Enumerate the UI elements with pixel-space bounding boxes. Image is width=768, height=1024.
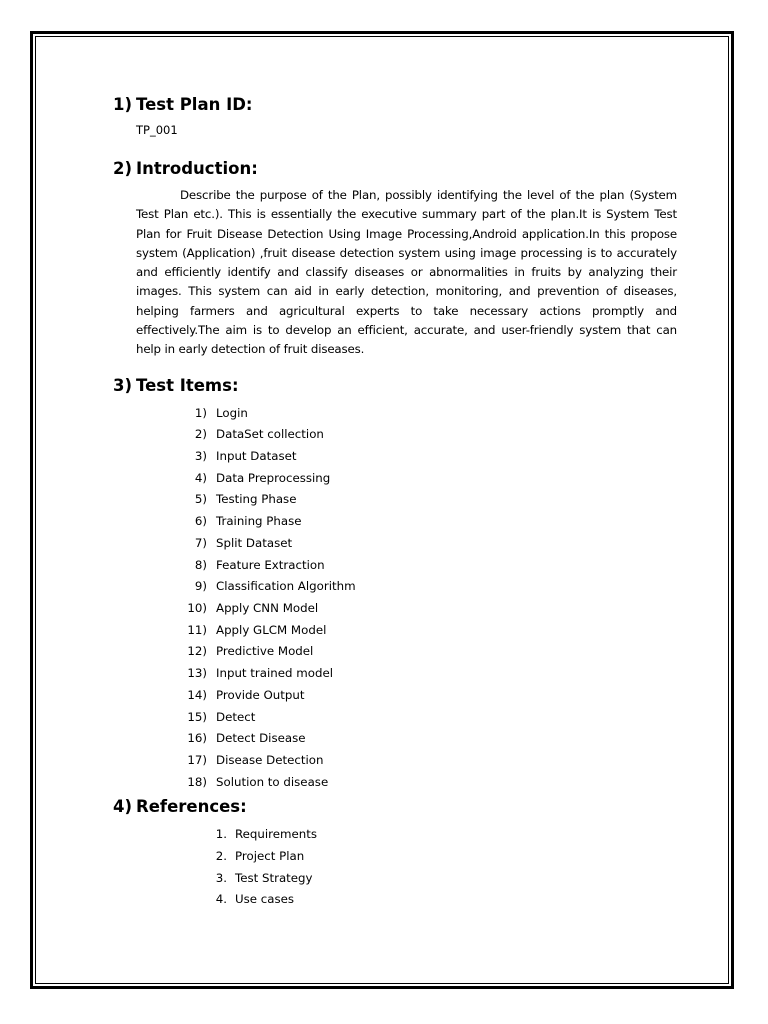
list-item-label: Use cases (235, 892, 295, 907)
list-item-number: 5) (194, 492, 207, 507)
heading-introduction (113, 158, 677, 180)
list-item-number: 9) (194, 579, 207, 594)
heading-number: 4) (113, 797, 133, 817)
heading-number: 1) (113, 95, 133, 114)
heading-references (113, 796, 677, 818)
list-item-label: Test Strategy (235, 870, 313, 885)
list-item (113, 846, 677, 868)
list-item-label: Disease Detection (216, 752, 324, 767)
list-item-number: 1) (194, 405, 207, 420)
list-item-number: 17) (187, 752, 207, 767)
list-item (113, 576, 677, 598)
list-item-number: 13) (187, 666, 207, 681)
list-item-label: Apply GLCM Model (216, 622, 327, 637)
list-item (113, 598, 677, 620)
list-item-number: 8) (194, 557, 207, 572)
list-item (113, 707, 677, 729)
list-item-number: 3. (215, 870, 227, 885)
list-item-label: Detect Disease (216, 731, 306, 746)
list-item-number: 4. (215, 892, 227, 907)
list-item-label: Data Preprocessing (216, 470, 331, 485)
test-items-list (113, 403, 677, 794)
list-item-label: Feature Extraction (216, 557, 325, 572)
list-item-label: DataSet collection (216, 427, 324, 442)
list-item-number: 4) (194, 470, 207, 485)
list-item (113, 511, 677, 533)
list-item-label: Apply CNN Model (216, 601, 319, 615)
list-item-number: 3) (194, 449, 207, 464)
list-item-number: 14) (187, 687, 207, 702)
list-item-label: Testing Phase (216, 492, 297, 507)
list-item (113, 403, 677, 425)
list-item-number: 11) (187, 622, 207, 637)
list-item-number: 7) (194, 535, 207, 550)
heading-number: 3) (113, 375, 133, 395)
heading-title: References: (136, 797, 247, 817)
list-item-number: 10) (187, 601, 207, 615)
list-item-label: Classification Algorithm (216, 579, 356, 594)
heading-test-items (113, 375, 677, 397)
list-item (113, 868, 677, 890)
list-item (113, 663, 677, 685)
list-item-label: Solution to disease (216, 774, 329, 789)
list-item (113, 641, 677, 663)
list-item-label: Input trained model (216, 666, 333, 681)
list-item-number: 16) (187, 731, 207, 746)
heading-test-plan-id (113, 94, 677, 116)
list-item (113, 824, 677, 846)
list-item-label: Requirements (235, 827, 318, 842)
list-item-label: Login (216, 405, 248, 420)
list-item (113, 489, 677, 511)
introduction-paragraph: Describe the purpose of the Plan, possibly identifying the level of the plan (System Test Plan etc.). This is essentially the executive summary part of the plan.It is System Test Plan for Fruit Disease Detection Using Image Processing,Android application.In this propose system (Application) ,fruit disease detection system using image processing is to accurately and efficiently identify and classify diseases or abnormalities in fruits by analyzing their images. This system can aid in early detection, monitoring, and prevention of diseases, helping farmers and agricultural experts to take necessary actions promptly and effectively.The aim is to develop an efficient, accurate, and user-friendly system that can help in early detection of fruit diseases. (136, 188, 677, 357)
list-item (113, 728, 677, 750)
list-item-number: 6) (194, 514, 207, 529)
list-item (113, 750, 677, 772)
list-item (113, 685, 677, 707)
list-item-number: 2. (215, 849, 227, 864)
list-item (113, 533, 677, 555)
references-list (113, 824, 677, 911)
list-item (113, 424, 677, 446)
list-item-number: 15) (187, 709, 207, 724)
heading-title: Test Items: (136, 375, 239, 395)
list-item-label: Predictive Model (216, 644, 314, 659)
list-item-label: Input Dataset (216, 449, 297, 464)
list-item-label: Split Dataset (216, 535, 293, 550)
heading-title: Introduction: (136, 159, 258, 178)
list-item-number: 12) (187, 644, 207, 659)
list-item (113, 468, 677, 490)
document-content (113, 94, 677, 911)
list-item-label: Provide Output (216, 687, 305, 702)
heading-title: Test Plan ID: (136, 95, 253, 114)
test-plan-id-value: TP_001 (136, 123, 178, 137)
list-item (113, 889, 677, 911)
list-item-number: 18) (187, 774, 207, 789)
list-item (113, 772, 677, 794)
list-item-label: Detect (216, 709, 256, 724)
heading-number: 2) (113, 159, 133, 178)
list-item (113, 446, 677, 468)
list-item-label: Training Phase (216, 514, 302, 529)
list-item-number: 2) (194, 427, 207, 442)
list-item-label: Project Plan (235, 849, 305, 864)
list-item (113, 620, 677, 642)
list-item-number: 1. (215, 827, 227, 842)
list-item (113, 555, 677, 577)
